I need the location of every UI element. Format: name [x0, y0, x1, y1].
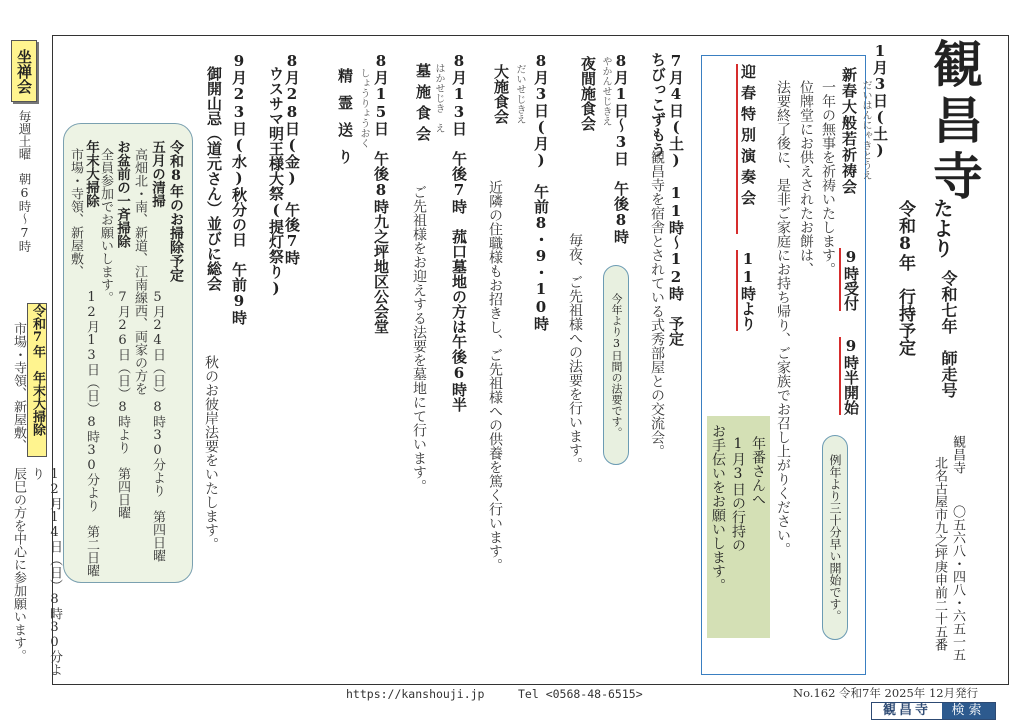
search-button[interactable]: 検索: [942, 703, 995, 719]
jan-start-time: 9時半開始: [839, 337, 861, 415]
obon-cleaning-title: お盆前の一斉掃除: [114, 140, 130, 248]
new-year-box-top: [701, 55, 866, 56]
jan-event-name: 新春大般若祈祷会: [840, 67, 858, 195]
search-keyword: 観昌寺: [872, 703, 942, 719]
jul-event-name: ちびっこずもう: [649, 52, 667, 157]
aug3-ruby: だいせじきえ: [514, 64, 525, 124]
jan-note-badge: 例年より三十分早い開始です。: [822, 435, 848, 640]
aug1-body: 毎夜、ご先祖様への法要を行います。: [567, 233, 583, 471]
helper-notice: [707, 416, 770, 638]
aug1-event-name: 夜間施食会: [579, 56, 597, 131]
aug13-date: 8月13日 午後7時 菰口墓地の方は午後6時半: [450, 52, 468, 412]
yearend-cleaning-body-1: 市場・寺領、新屋敷、: [68, 148, 83, 278]
sep-body: 秋のお彼岸法要をいたします。: [203, 355, 219, 551]
aug1-date: 8月1日〜3日 午後8時: [612, 52, 630, 244]
yearend-cleaning-date: 12月13日（日）8時30分より 第二日曜: [84, 290, 99, 577]
helper-line-3: お手伝いをお願いします。: [710, 424, 726, 592]
aug3-date: 8月3日(月) 午前8・9・10時: [532, 52, 550, 331]
obon-cleaning-date: 7月26日（日）8時より 第四日曜: [115, 290, 130, 519]
aug13-event-name: 墓施食会: [414, 63, 432, 147]
website-link[interactable]: https://kanshouji.jp: [346, 687, 485, 701]
newsletter-subtitle: たより: [930, 198, 954, 258]
aug1-ruby: やかんせじきえ: [600, 56, 611, 126]
concert-time: 11時より: [736, 250, 758, 331]
helper-line-1: 年番さんへ: [750, 436, 766, 506]
yearend-cleaning-title: 年末大掃除: [83, 140, 99, 208]
newsletter-title: 観昌寺: [925, 38, 984, 206]
cleaning-title: 令和8年のお掃除予定: [168, 140, 184, 282]
nenmatsu-date: 12月14日（日）8時30分より: [29, 467, 62, 676]
aug3-event-name: 大施食会: [492, 64, 510, 124]
issue-label: 令和七年 師走号: [939, 270, 958, 398]
zazen-label: 坐禅会: [11, 40, 37, 102]
may-cleaning-body-1: 高畑北・南、新道、江南線西、両家の方を: [132, 148, 147, 395]
aug15-event-name: 精霊送り: [336, 68, 354, 176]
aug3-body: 近隣の住職様もお招きし、ご先祖様への供養を篤く行います。: [487, 180, 503, 572]
jan-date: 1月3日(土): [871, 42, 889, 159]
jan-ruby: だいはんにゃきとうえ: [860, 80, 871, 180]
zazen-schedule: 毎週土曜 朝6時〜7時: [17, 110, 32, 253]
jan-reception-time: 9時受付: [839, 248, 861, 311]
jul-date: 7月4日(土) 11時〜12時 予定: [667, 52, 685, 346]
sep-event-name: 御開山忌（道元さん）並びに総会: [205, 66, 223, 291]
jan-body-1: 一年の無事を祈祷いたします。: [820, 80, 836, 276]
obon-cleaning-body: 全員参加でお願いします。: [98, 148, 113, 304]
aug15-ruby: しょうりょうおく: [358, 68, 369, 148]
aug28-date: 8月28日(金) 午後7時: [283, 52, 301, 265]
search-banner[interactable]: [871, 702, 996, 720]
aug15-date: 8月15日 午後8時九之坪地区公会堂: [372, 52, 390, 334]
sep-date: 9月23日(水)秋分の日 午前9時: [230, 52, 248, 325]
temple-address: 北名古屋市九之坪庚申前二十五番: [932, 456, 947, 651]
aug13-ruby: はかせじき え: [433, 63, 444, 133]
helper-line-2: 1月3日の行持の: [730, 436, 746, 552]
may-cleaning-title: 五月の清掃: [149, 140, 165, 208]
jul-body: 観昌寺を宿舎とされている式秀部屋との交流会。: [649, 150, 665, 458]
nenmatsu-area: 市場・寺領、新屋敷、: [11, 322, 26, 452]
nenmatsu-text: 辰巳の方を中心に参加願います。: [11, 467, 26, 662]
jan-body-2: 位牌堂にお供えされたお餅は、: [798, 80, 814, 276]
aug13-body: ご先祖様をお迎えする法要を墓地にて行います。: [411, 185, 427, 493]
aug1-note-badge: 今年より3日間の法要です。: [603, 265, 629, 465]
concert-name: 迎春特別演奏会: [736, 64, 758, 234]
plan-title: 令和8年 行持予定: [895, 200, 915, 356]
may-cleaning-date: 5月24日（日）8時30分より 第四日曜: [150, 290, 165, 562]
jan-body-3: 法要終了後に、是非ご家庭にお持ち帰り、ご家族でお召し上がりください。: [775, 80, 791, 556]
temple-name: 観昌寺: [950, 435, 965, 474]
issue-number: No.162 令和7年 2025年 12月発行: [793, 686, 979, 700]
phone-number: Tel <0568-48-6515>: [518, 687, 643, 701]
aug28-event-name: ウスサマ明王様大祭(提灯祭り): [267, 66, 285, 297]
temple-phone: 〇五六八・四八・六五一五: [950, 505, 965, 661]
nenmatsu-label: 令和7年 年末大掃除: [27, 303, 47, 457]
